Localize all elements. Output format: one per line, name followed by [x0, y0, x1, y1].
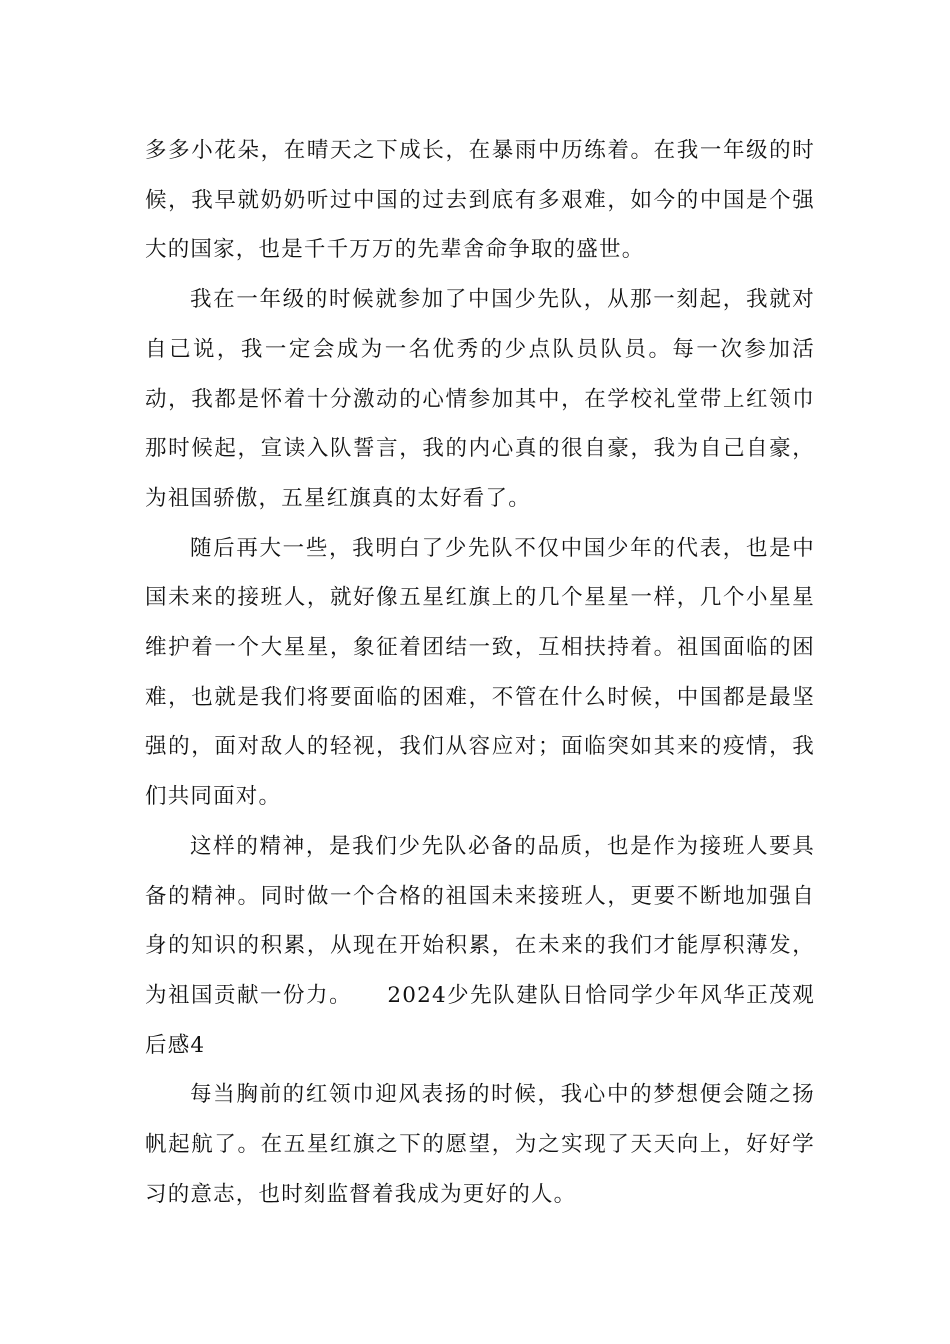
paragraph-4: 这样的精神，是我们少先队必备的品质，也是作为接班人要具备的精神。同时做一个合格的祖国未来接班人，更要不断地加强自身的知识的积累，从现在开始积累，在未来的我们才能厚积薄发，为祖国贡献一份力。 2024少先队建队日恰同学少年风华正茂观后感4 [145, 833, 815, 1058]
paragraph-2: 我在一年级的时候就参加了中国少先队，从那一刻起，我就对自己说，我一定会成为一名优秀的少点队员队员。每一次参加活动，我都是怀着十分激动的心情参加其中，在学校礼堂带上红领巾那时候起，宣读入队誓言，我的内心真的很自豪，我为自己自豪，为祖国骄傲，五星红旗真的太好看了。 [145, 287, 815, 511]
paragraph-5: 每当胸前的红领巾迎风表扬的时候，我心中的梦想便会随之扬帆起航了。在五星红旗之下的愿望，为之实现了天天向上，好好学习的意志，也时刻监督着我成为更好的人。 [145, 1082, 815, 1207]
paragraph-1: 多多小花朵，在晴天之下成长，在暴雨中历练着。在我一年级的时候，我早就奶奶听过中国的过去到底有多艰难，如今的中国是个强大的国家，也是千千万万的先辈舍命争取的盛世。 [145, 138, 815, 263]
paragraph-3: 随后再大一些，我明白了少先队不仅中国少年的代表，也是中国未来的接班人，就好像五星红旗上的几个星星一样，几个小星星维护着一个大星星，象征着团结一致，互相扶持着。祖国面临的困难，也就是我们将要面临的困难，不管在什么时候，中国都是最坚强的，面对敌人的轻视，我们从容应对；面临突如其来的疫情，我们共同面对。 [145, 535, 815, 810]
document-page [145, 126, 815, 1219]
